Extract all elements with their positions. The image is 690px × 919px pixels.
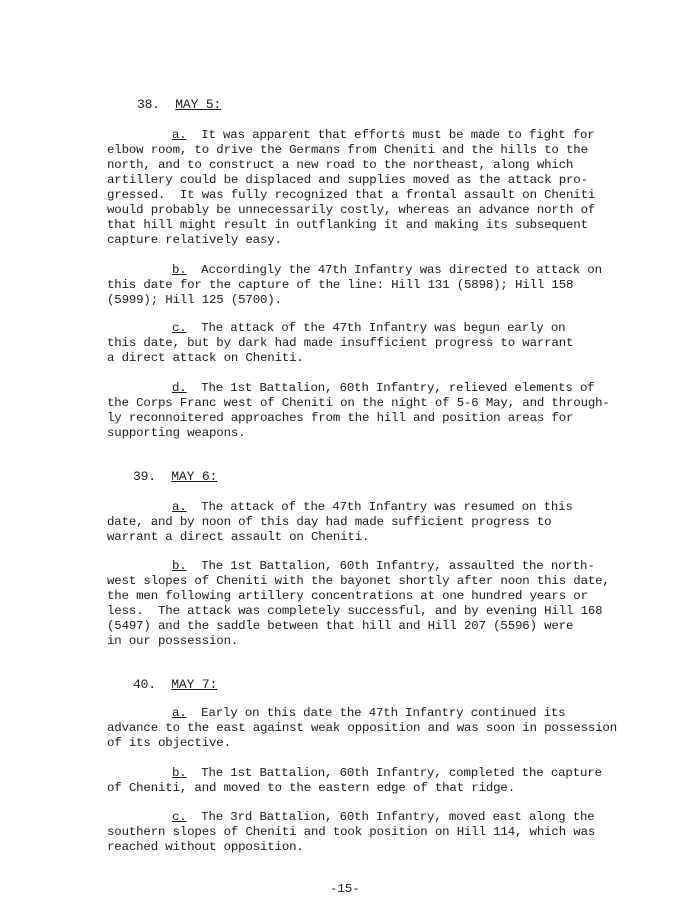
paragraph-line: (5497) and the saddle between that hill and Hill 207 (5596) were [107, 619, 574, 633]
paragraph-text: The 3rd Battalion, 60th Infantry, moved east along the [201, 810, 595, 824]
paragraph-text: The 1st Battalion, 60th Infantry, completed the capture [201, 766, 602, 780]
section-heading [137, 97, 221, 112]
paragraph-line: of Cheniti, and moved to the eastern edge of that ridge. [107, 781, 515, 795]
paragraph-line: date, and by noon of this day had made sufficient progress to [107, 515, 552, 529]
paragraph-line: a direct attack on Cheniti. [107, 351, 304, 365]
paragraph-line [172, 810, 595, 825]
paragraph-line: artillery could be displaced and supplies moved as the attack pro- [107, 173, 588, 187]
paragraph-line: gressed. It was fully recognized that a frontal assault on Cheniti [107, 188, 596, 202]
paragraph-text: The attack of the 47th Infantry was begun early on [201, 321, 566, 335]
paragraph-line [172, 263, 602, 278]
paragraph-line: the Corps Franc west of Cheniti on the night of 5-6 May, and through- [107, 396, 610, 410]
section-date: MAY 7: [171, 677, 218, 692]
paragraph-letter: b. [172, 766, 187, 780]
paragraph-line [172, 559, 595, 574]
paragraph-line [172, 706, 565, 721]
section-date: MAY 5: [175, 97, 222, 112]
paragraph-line: this date for the capture of the line: Hill 131 (5898); Hill 158 [107, 278, 574, 292]
paragraph-line: supporting weapons. [107, 426, 246, 440]
paragraph-line: this date, but by dark had made insufficient progress to warrant [107, 336, 574, 350]
paragraph-line: advance to the east against weak opposition and was soon in possession [107, 721, 617, 735]
paragraph-line [172, 381, 595, 396]
paragraph-line: that hill might result in outflanking it and making its subsequent [107, 218, 588, 232]
paragraph-text: The 1st Battalion, 60th Infantry, relieved elements of [201, 381, 595, 395]
section-number: 39. [133, 469, 156, 484]
paragraph-text: It was apparent that efforts must be made to fight for [201, 128, 595, 142]
page-number: -15- [330, 882, 360, 896]
section-number: 38. [137, 97, 160, 112]
paragraph-line [172, 128, 595, 143]
paragraph-letter: c. [172, 810, 187, 824]
section-number: 40. [133, 677, 156, 692]
paragraph-letter: b. [172, 263, 187, 277]
paragraph-line: ly reconnoitered approaches from the hill and position areas for [107, 411, 574, 425]
paragraph-letter: d. [172, 381, 187, 395]
paragraph-line: north, and to construct a new road to the northeast, along which [107, 158, 574, 172]
paragraph-line: elbow room, to drive the Germans from Cheniti and the hills to the [107, 143, 588, 157]
section-heading [133, 469, 217, 484]
paragraph-line: capture relatively easy. [107, 233, 282, 247]
paragraph-line: west slopes of Cheniti with the bayonet shortly after noon this date, [107, 574, 610, 588]
paragraph-line: the men following artillery concentrations at one hundred years or [107, 589, 588, 603]
paragraph-line: less. The attack was completely successful, and by evening Hill 168 [107, 604, 603, 618]
paragraph-line: (5999); Hill 125 (5700). [107, 293, 282, 307]
paragraph-line [172, 500, 573, 515]
paragraph-letter: b. [172, 559, 187, 573]
paragraph-text: Early on this date the 47th Infantry continued its [201, 706, 566, 720]
paragraph-line: in our possession. [107, 634, 239, 648]
paragraph-line [172, 766, 602, 781]
paragraph-line: reached without opposition. [107, 840, 304, 854]
paragraph-text: The attack of the 47th Infantry was resumed on this [201, 500, 573, 514]
paragraph-line: southern slopes of Cheniti and took position on Hill 114, which was [107, 825, 596, 839]
paragraph-letter: c. [172, 321, 187, 335]
paragraph-letter: a. [172, 128, 187, 142]
section-heading [133, 677, 217, 692]
section-date: MAY 6: [171, 469, 218, 484]
paragraph-text: Accordingly the 47th Infantry was directed to attack on [201, 263, 602, 277]
paragraph-line: of its objective. [107, 736, 231, 750]
paragraph-line: would probably be unnecessarily costly, whereas an advance north of [107, 203, 596, 217]
paragraph-line [172, 321, 565, 336]
paragraph-text: The 1st Battalion, 60th Infantry, assaulted the north- [201, 559, 595, 573]
paragraph-letter: a. [172, 500, 187, 514]
paragraph-letter: a. [172, 706, 187, 720]
paragraph-line: warrant a direct assault on Cheniti. [107, 530, 370, 544]
